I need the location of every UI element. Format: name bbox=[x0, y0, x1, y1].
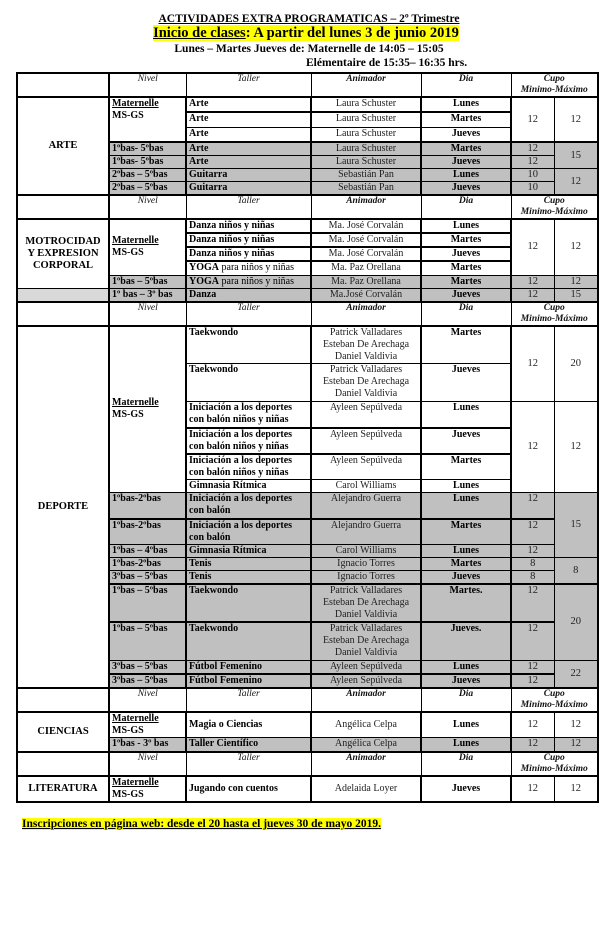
animador-cell: Ma. José Corvalán bbox=[311, 219, 421, 233]
taller-cell: Tenis bbox=[186, 571, 311, 585]
header-blank bbox=[17, 73, 109, 97]
table-row bbox=[17, 326, 598, 364]
header-nivel: Nivel bbox=[109, 195, 186, 219]
cupo-max: 12 bbox=[554, 737, 598, 752]
dia-cell: Lunes bbox=[421, 219, 511, 233]
cupo-max: 20 bbox=[554, 326, 598, 402]
header-blank bbox=[17, 688, 109, 712]
cupo-min: 12 bbox=[511, 97, 554, 142]
animador-cell: Ayleen Sepúlveda bbox=[311, 660, 421, 674]
header-taller: Taller bbox=[186, 752, 311, 776]
dia-cell: Lunes bbox=[421, 493, 511, 519]
animador-cell: Patrick Valladares Esteban De Arechaga Daniel Valdivia bbox=[311, 364, 421, 402]
nivel-cell: 1º bas – 3º bas bbox=[109, 288, 186, 302]
dia-cell: Lunes bbox=[421, 712, 511, 738]
dia-cell: Lunes bbox=[421, 97, 511, 112]
nivel-cell: 1ºbas-2ºbas bbox=[109, 519, 186, 545]
nivel-cell: 1ºbas- 5ºbas bbox=[109, 142, 186, 156]
dia-cell: Lunes bbox=[421, 480, 511, 493]
header-cupo: Cupo Minimo-Máximo bbox=[511, 195, 598, 219]
animador-cell: Ayleen Sepúlveda bbox=[311, 674, 421, 688]
dia-cell: Jueves bbox=[421, 288, 511, 302]
animador-cell: Adelaida Loyer bbox=[311, 776, 421, 802]
nivel-cell: Maternelle MS-GS bbox=[109, 219, 186, 275]
table-row bbox=[17, 219, 598, 233]
animador-cell: Ignacio Torres bbox=[311, 558, 421, 571]
cupo-min: 8 bbox=[511, 558, 554, 571]
section-blank bbox=[17, 288, 109, 302]
taller-cell: Magia o Ciencias bbox=[186, 712, 311, 738]
header-animador: Animador bbox=[311, 688, 421, 712]
start-label: Inicio de clases bbox=[153, 25, 246, 41]
animador-cell: Sebastián Pan bbox=[311, 169, 421, 182]
cupo-max: 8 bbox=[554, 558, 598, 585]
header-animador: Animador bbox=[311, 195, 421, 219]
cupo-max: 20 bbox=[554, 584, 598, 660]
cupo-min: 12 bbox=[511, 584, 554, 622]
dia-cell: Jueves bbox=[421, 776, 511, 802]
taller-cell: Arte bbox=[186, 97, 311, 112]
activities-table bbox=[16, 72, 599, 803]
taller-cell: Taekwondo bbox=[186, 364, 311, 402]
animador-cell: Laura Schuster bbox=[311, 142, 421, 156]
cupo-max: 15 bbox=[554, 493, 598, 558]
header-cupo: Cupo Minimo-Máximo bbox=[511, 73, 598, 97]
nivel-cell: 1ºbas- 5ºbas bbox=[109, 156, 186, 169]
header-cupo: Cupo Minimo-Máximo bbox=[511, 302, 598, 326]
taller-cell: YOGA para niños y niñas bbox=[186, 261, 311, 275]
animador-cell: Carol Williams bbox=[311, 480, 421, 493]
nivel-cell: Maternelle MS-GS bbox=[109, 326, 186, 493]
header-cupo: Cupo Minimo-Máximo bbox=[511, 752, 598, 776]
dia-cell: Lunes bbox=[421, 169, 511, 182]
dia-cell: Lunes bbox=[421, 402, 511, 428]
section-deporte: DEPORTE bbox=[17, 326, 109, 688]
table-row bbox=[17, 288, 598, 302]
cupo-min: 12 bbox=[511, 545, 554, 558]
section-ciencias: CIENCIAS bbox=[17, 712, 109, 753]
cupo-max: 12 bbox=[554, 776, 598, 802]
header-nivel: Nivel bbox=[109, 688, 186, 712]
header-dia: Dia bbox=[421, 688, 511, 712]
table-row bbox=[17, 97, 598, 112]
dia-cell: Jueves bbox=[421, 674, 511, 688]
dia-cell: Jueves bbox=[421, 156, 511, 169]
dia-cell: Jueves bbox=[421, 127, 511, 142]
taller-cell: Iniciación a los deportes con balón bbox=[186, 493, 311, 519]
animador-cell: Ma.José Corvalán bbox=[311, 288, 421, 302]
dia-cell: Martes bbox=[421, 454, 511, 480]
nivel-cell: 3ºbas – 5ºbas bbox=[109, 660, 186, 674]
animador-cell: Laura Schuster bbox=[311, 112, 421, 127]
nivel-cell: Maternelle MS-GS bbox=[109, 712, 186, 738]
cupo-min: 8 bbox=[511, 571, 554, 585]
animador-cell: Patrick Valladares Esteban De Arechaga Daniel Valdivia bbox=[311, 622, 421, 660]
dia-cell: Jueves bbox=[421, 571, 511, 585]
dia-cell: Martes bbox=[421, 326, 511, 364]
dia-cell: Martes bbox=[421, 558, 511, 571]
animador-cell: Ayleen Sepúlveda bbox=[311, 402, 421, 428]
dia-cell: Jueves bbox=[421, 182, 511, 196]
dia-cell: Martes bbox=[421, 261, 511, 275]
nivel-cell: 1ºbas - 3º bas bbox=[109, 737, 186, 752]
taller-cell: Taekwondo bbox=[186, 326, 311, 364]
column-header-row bbox=[17, 752, 598, 776]
taller-cell: Gimnasia Rítmica bbox=[186, 545, 311, 558]
nivel-cell: 1ºbas-2ºbas bbox=[109, 493, 186, 519]
cupo-max: 12 bbox=[554, 97, 598, 142]
header-taller: Taller bbox=[186, 73, 311, 97]
cupo-min: 12 bbox=[511, 622, 554, 660]
header-blank bbox=[17, 302, 109, 326]
taller-cell: Iniciación a los deportes con balón niños y niñas bbox=[186, 428, 311, 454]
dia-cell: Jueves bbox=[421, 364, 511, 402]
taller-cell: Taekwondo bbox=[186, 622, 311, 660]
animador-cell: Patrick Valladares Esteban De Arechaga Daniel Valdivia bbox=[311, 326, 421, 364]
cupo-max: 12 bbox=[554, 169, 598, 196]
nivel-cell: 2ºbas – 5ºbas bbox=[109, 169, 186, 182]
table-row bbox=[17, 776, 598, 802]
registration-note: Inscripciones en página web: desde el 20 hasta el jueves 30 de mayo 2019. bbox=[22, 818, 382, 830]
nivel-cell: 1ºbas – 5ºbas bbox=[109, 584, 186, 622]
cupo-max: 12 bbox=[554, 712, 598, 738]
dia-cell: Martes bbox=[421, 233, 511, 247]
header-taller: Taller bbox=[186, 195, 311, 219]
dia-cell: Lunes bbox=[421, 545, 511, 558]
cupo-min: 12 bbox=[511, 288, 554, 302]
animador-cell: Sebastián Pan bbox=[311, 182, 421, 196]
cupo-min: 12 bbox=[511, 219, 554, 275]
header-dia: Dia bbox=[421, 73, 511, 97]
nivel-cell: 2ºbas – 5ºbas bbox=[109, 182, 186, 196]
dia-cell: Jueves. bbox=[421, 622, 511, 660]
cupo-min: 10 bbox=[511, 169, 554, 182]
nivel-cell: Maternelle MS-GS bbox=[109, 97, 186, 142]
column-header-row bbox=[17, 688, 598, 712]
taller-cell: Arte bbox=[186, 112, 311, 127]
cupo-max: 15 bbox=[554, 142, 598, 169]
animador-cell: Alejandro Guerra bbox=[311, 493, 421, 519]
taller-cell: Arte bbox=[186, 127, 311, 142]
nivel-cell: 1ºbas – 5ºbas bbox=[109, 622, 186, 660]
taller-cell: Danza niños y niñas bbox=[186, 247, 311, 261]
animador-cell: Carol Williams bbox=[311, 545, 421, 558]
header-dia: Dia bbox=[421, 302, 511, 326]
header-animador: Animador bbox=[311, 302, 421, 326]
taller-cell: Guitarra bbox=[186, 182, 311, 196]
start-date-heading bbox=[0, 25, 612, 42]
animador-cell: Ma. José Corvalán bbox=[311, 233, 421, 247]
taller-cell: Taller Científico bbox=[186, 737, 311, 752]
taller-cell: Iniciación a los deportes con balón niños y niñas bbox=[186, 454, 311, 480]
column-header-row bbox=[17, 73, 598, 97]
schedule-line-1: Lunes – Martes Jueves de: Maternelle de 14:05 – 15:05 bbox=[174, 43, 444, 55]
taller-cell: Jugando con cuentos bbox=[186, 776, 311, 802]
section-arte: ARTE bbox=[17, 97, 109, 195]
animador-cell: Angélica Celpa bbox=[311, 737, 421, 752]
dia-cell: Lunes bbox=[421, 737, 511, 752]
dia-cell: Martes bbox=[421, 519, 511, 545]
nivel-cell: 3ºbas – 5ºbas bbox=[109, 571, 186, 585]
table-row bbox=[17, 712, 598, 738]
header-taller: Taller bbox=[186, 688, 311, 712]
dia-cell: Martes bbox=[421, 275, 511, 288]
document-title: ACTIVIDADES EXTRA PROGRAMATICAS – 2º Trimestre bbox=[158, 13, 460, 25]
cupo-min: 12 bbox=[511, 326, 554, 402]
taller-cell: YOGA para niños y niñas bbox=[186, 275, 311, 288]
animador-cell: Ignacio Torres bbox=[311, 571, 421, 585]
dia-cell: Martes bbox=[421, 142, 511, 156]
animador-cell: Ma. Paz Orellana bbox=[311, 275, 421, 288]
animador-cell: Angélica Celpa bbox=[311, 712, 421, 738]
animador-cell: Ma. Paz Orellana bbox=[311, 261, 421, 275]
animador-cell: Laura Schuster bbox=[311, 127, 421, 142]
cupo-max: 12 bbox=[554, 219, 598, 275]
animador-cell: Patrick Valladares Esteban De Arechaga Daniel Valdivia bbox=[311, 584, 421, 622]
nivel-cell: 1ºbas-2ºbas bbox=[109, 558, 186, 571]
header-blank bbox=[17, 752, 109, 776]
taller-cell: Fútbol Femenino bbox=[186, 674, 311, 688]
animador-cell: Laura Schuster bbox=[311, 156, 421, 169]
cupo-max: 12 bbox=[554, 402, 598, 493]
start-date: : A partir del lunes 3 de junio 2019 bbox=[245, 25, 459, 41]
animador-cell: Laura Schuster bbox=[311, 97, 421, 112]
cupo-min: 12 bbox=[511, 660, 554, 674]
animador-cell: Ayleen Sepúlveda bbox=[311, 454, 421, 480]
taller-cell: Arte bbox=[186, 156, 311, 169]
cupo-min: 12 bbox=[511, 493, 554, 519]
cupo-max: 22 bbox=[554, 660, 598, 688]
header-cupo: Cupo Minimo-Máximo bbox=[511, 688, 598, 712]
dia-cell: Martes bbox=[421, 112, 511, 127]
dia-cell: Jueves bbox=[421, 247, 511, 261]
cupo-min: 12 bbox=[511, 275, 554, 288]
cupo-max: 12 bbox=[554, 275, 598, 288]
taller-cell: Fútbol Femenino bbox=[186, 660, 311, 674]
taller-cell: Danza niños y niñas bbox=[186, 233, 311, 247]
animador-cell: Alejandro Guerra bbox=[311, 519, 421, 545]
cupo-min: 12 bbox=[511, 712, 554, 738]
taller-cell: Gimnasia Rítmica bbox=[186, 480, 311, 493]
header-taller: Taller bbox=[186, 302, 311, 326]
taller-cell: Arte bbox=[186, 142, 311, 156]
taller-cell: Guitarra bbox=[186, 169, 311, 182]
taller-cell: Danza bbox=[186, 288, 311, 302]
section-literatura: LITERATURA bbox=[17, 776, 109, 802]
header-animador: Animador bbox=[311, 752, 421, 776]
taller-cell: Iniciación a los deportes con balón bbox=[186, 519, 311, 545]
dia-cell: Martes. bbox=[421, 584, 511, 622]
taller-cell: Iniciación a los deportes con balón niños y niñas bbox=[186, 402, 311, 428]
column-header-row bbox=[17, 195, 598, 219]
column-header-row bbox=[17, 302, 598, 326]
nivel-cell: 3ºbas – 5ºbas bbox=[109, 674, 186, 688]
cupo-max: 15 bbox=[554, 288, 598, 302]
cupo-min: 12 bbox=[511, 142, 554, 156]
animador-cell: Ayleen Sepúlveda bbox=[311, 428, 421, 454]
taller-cell: Tenis bbox=[186, 558, 311, 571]
nivel-cell: 1ºbas – 4ºbas bbox=[109, 545, 186, 558]
header-blank bbox=[17, 195, 109, 219]
cupo-min: 12 bbox=[511, 737, 554, 752]
cupo-min: 12 bbox=[511, 156, 554, 169]
schedule-line-2: Elémentaire de 15:35– 16:35 hrs. bbox=[306, 57, 468, 69]
dia-cell: Lunes bbox=[421, 660, 511, 674]
section-motricidad: MOTROCIDAD Y EXPRESION CORPORAL bbox=[17, 219, 109, 288]
cupo-min: 12 bbox=[511, 674, 554, 688]
taller-cell: Danza niños y niñas bbox=[186, 219, 311, 233]
header-dia: Dia bbox=[421, 195, 511, 219]
cupo-min: 10 bbox=[511, 182, 554, 196]
header-animador: Animador bbox=[311, 73, 421, 97]
cupo-min: 12 bbox=[511, 402, 554, 493]
cupo-min: 12 bbox=[511, 519, 554, 545]
cupo-min: 12 bbox=[511, 776, 554, 802]
header-dia: Dia bbox=[421, 752, 511, 776]
header-nivel: Nivel bbox=[109, 302, 186, 326]
dia-cell: Jueves bbox=[421, 428, 511, 454]
header-nivel: Nivel bbox=[109, 73, 186, 97]
nivel-cell: 1ºbas – 5ºbas bbox=[109, 275, 186, 288]
animador-cell: Ma. José Corvalán bbox=[311, 247, 421, 261]
taller-cell: Taekwondo bbox=[186, 584, 311, 622]
header-nivel: Nivel bbox=[109, 752, 186, 776]
nivel-cell: Maternelle MS-GS bbox=[109, 776, 186, 802]
